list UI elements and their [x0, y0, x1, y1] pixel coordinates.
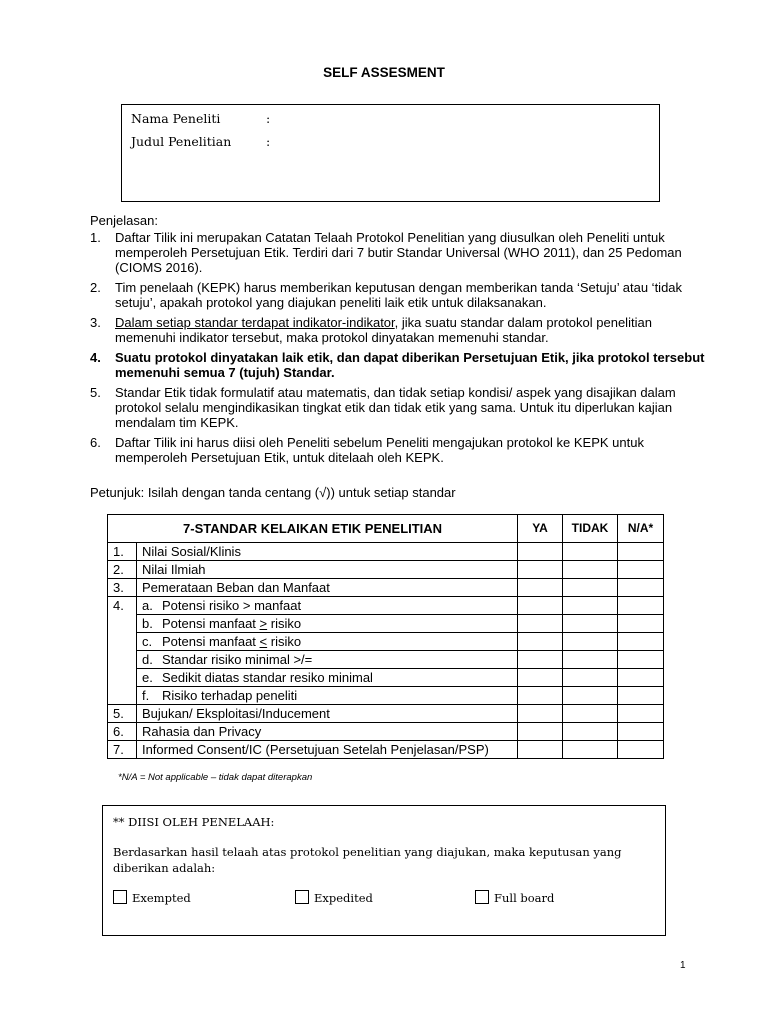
row-number: 7.: [108, 741, 137, 759]
check-cell-ya[interactable]: [518, 633, 563, 651]
row-text: Bujukan/ Eksploitasi/Inducement: [136, 705, 517, 723]
table-row: [108, 723, 664, 741]
row-number: 4.: [108, 597, 137, 705]
table-header-standard: 7-STANDAR KELAIKAN ETIK PENELITIAN: [108, 515, 518, 543]
reviewer-heading: ** DIISI OLEH PENELAAH:: [113, 815, 275, 829]
explanation-list: [90, 230, 710, 465]
page-number: 1: [680, 960, 686, 971]
row-text: [136, 669, 517, 687]
check-cell-na[interactable]: [618, 669, 664, 687]
checkbox-icon[interactable]: [295, 890, 309, 904]
page-title: SELF ASSESMENT: [323, 65, 445, 80]
identity-colon: :: [266, 134, 271, 149]
check-cell-na[interactable]: [618, 741, 664, 759]
item-text: Standar Etik tidak formulatif atau matematis, dan tidak setiap kondisi/ aspek yang disajikan dalam protokol selalu mengindikasikan tingkat etik dan tidak etik yang sama. Untuk itu diperlukan kajian mendalam tim KEPK.: [115, 385, 676, 430]
check-cell-ya[interactable]: [518, 669, 563, 687]
check-cell-ya[interactable]: [518, 741, 563, 759]
option-expedited[interactable]: [295, 890, 373, 905]
reviewer-box: [102, 805, 666, 936]
explanation-item: [90, 280, 710, 310]
table-row: [108, 615, 664, 633]
standards-table: [107, 514, 664, 759]
row-number: 6.: [108, 723, 137, 741]
row-text: Nilai Ilmiah: [136, 561, 517, 579]
sub-symbol: <: [259, 634, 268, 649]
check-cell-na[interactable]: [618, 597, 664, 615]
option-label: Exempted: [132, 891, 191, 905]
check-cell-ya[interactable]: [518, 705, 563, 723]
check-cell-na[interactable]: [618, 543, 664, 561]
check-cell-tidak[interactable]: [563, 651, 618, 669]
explanation-item: [90, 435, 710, 465]
row-number: 2.: [108, 561, 137, 579]
check-cell-ya[interactable]: [518, 651, 563, 669]
table-row: [108, 651, 664, 669]
item-number: 5.: [90, 385, 101, 400]
sub-text: Risiko terhadap peneliti: [161, 688, 298, 703]
check-cell-tidak[interactable]: [563, 723, 618, 741]
table-row: [108, 543, 664, 561]
check-cell-na[interactable]: [618, 723, 664, 741]
instruction-text: Petunjuk: Isilah dengan tanda centang (√)) untuk setiap standar: [90, 485, 456, 500]
check-cell-na[interactable]: [618, 705, 664, 723]
table-header-na: N/A*: [618, 515, 664, 543]
row-text: [136, 651, 517, 669]
option-exempted[interactable]: [113, 890, 191, 905]
sub-text: risiko: [267, 634, 302, 649]
check-cell-na[interactable]: [618, 687, 664, 705]
sub-letter: a.: [141, 598, 153, 613]
table-row: [108, 561, 664, 579]
check-cell-ya[interactable]: [518, 579, 563, 597]
row-text: Rahasia dan Privacy: [136, 723, 517, 741]
table-footnote: *N/A = Not applicable – tidak dapat diterapkan: [118, 772, 313, 783]
explanation-item: [90, 315, 710, 345]
check-cell-tidak[interactable]: [563, 705, 618, 723]
item-text-underlined: Dalam setiap standar terdapat indikator-indikator: [115, 315, 395, 330]
check-cell-tidak[interactable]: [563, 543, 618, 561]
check-cell-ya[interactable]: [518, 543, 563, 561]
row-text: [136, 687, 517, 705]
check-cell-tidak[interactable]: [563, 579, 618, 597]
item-number: 4.: [90, 350, 101, 365]
check-cell-na[interactable]: [618, 615, 664, 633]
table-header-tidak: TIDAK: [563, 515, 618, 543]
sub-symbol: >: [259, 616, 268, 631]
item-text: Daftar Tilik ini harus diisi oleh Peneliti sebelum Peneliti mengajukan protokol ke KEPK untuk memperoleh Persetujuan Etik, untuk ditelaah oleh KEPK.: [115, 435, 644, 465]
check-cell-tidak[interactable]: [563, 615, 618, 633]
sub-text: Sedikit diatas standar resiko minimal: [161, 670, 373, 685]
research-title-label: Judul Penelitian: [131, 134, 232, 149]
item-number: 6.: [90, 435, 101, 450]
row-text: Informed Consent/IC (Persetujuan Setelah Penjelasan/PSP): [136, 741, 517, 759]
row-text: [136, 615, 517, 633]
checkbox-icon[interactable]: [113, 890, 127, 904]
researcher-name-label: Nama Peneliti: [131, 111, 221, 126]
explanation-section: [90, 213, 710, 470]
check-cell-ya[interactable]: [518, 723, 563, 741]
identity-colon: :: [266, 111, 271, 126]
check-cell-ya[interactable]: [518, 561, 563, 579]
reviewer-text: Berdasarkan hasil telaah atas protokol penelitian yang diajukan, maka keputusan yang diberikan adalah:: [113, 845, 622, 875]
sub-letter: c.: [141, 634, 153, 649]
sub-letter: d.: [141, 652, 153, 667]
explanation-heading: Penjelasan:: [90, 213, 158, 228]
table-header-row: [108, 515, 664, 543]
explanation-item: [90, 350, 710, 380]
table-row: [108, 633, 664, 651]
table-row: [108, 687, 664, 705]
sub-letter: f.: [141, 688, 150, 703]
row-number: 3.: [108, 579, 137, 597]
sub-letter: b.: [141, 616, 153, 631]
sub-text: risiko: [267, 616, 302, 631]
sub-text: Standar risiko minimal >/=: [161, 652, 313, 667]
table-row: [108, 579, 664, 597]
option-label: Expedited: [314, 891, 373, 905]
row-text: Pemerataan Beban dan Manfaat: [136, 579, 517, 597]
table-row: [108, 705, 664, 723]
check-cell-tidak[interactable]: [563, 687, 618, 705]
check-cell-na[interactable]: [618, 579, 664, 597]
option-full-board[interactable]: [475, 890, 554, 905]
check-cell-tidak[interactable]: [563, 561, 618, 579]
row-number: 5.: [108, 705, 137, 723]
item-number: 3.: [90, 315, 101, 330]
item-text: Daftar Tilik ini merupakan Catatan Telaah Protokol Penelitian yang diusulkan oleh Peneliti untuk memperoleh Persetujuan Etik. Terdiri dari 7 butir Standar Universal (WHO 2011), dan 25 Pedoman (CIOMS 2016).: [115, 230, 682, 275]
table-row: [108, 741, 664, 759]
sub-text: Potensi risiko > manfaat: [161, 598, 302, 613]
check-cell-tidak[interactable]: [563, 633, 618, 651]
check-cell-ya[interactable]: [518, 597, 563, 615]
option-label: Full board: [494, 891, 555, 905]
item-text: , jika suatu standar dalam protokol penelitian memenuhi indikator tersebut, maka protokol dinyatakan memenuhi standar.: [115, 315, 652, 345]
item-number: 1.: [90, 230, 101, 245]
check-cell-ya[interactable]: [518, 615, 563, 633]
item-text: Tim penelaah (KEPK) harus memberikan keputusan dengan memberikan tanda ‘Setuju’ atau ‘tidak setuju’, apakah protokol yang diajukan peneliti laik etik untuk dilaksanakan.: [115, 280, 683, 310]
row-text: Nilai Sosial/Klinis: [136, 543, 517, 561]
checkbox-icon[interactable]: [475, 890, 489, 904]
item-number: 2.: [90, 280, 101, 295]
sub-text: Potensi manfaat: [161, 634, 260, 649]
table-row: [108, 597, 664, 615]
identity-box: [121, 104, 660, 202]
check-cell-na[interactable]: [618, 561, 664, 579]
row-text: [136, 597, 517, 615]
check-cell-na[interactable]: [618, 633, 664, 651]
check-cell-tidak[interactable]: [563, 741, 618, 759]
identity-row-name: [131, 111, 270, 126]
check-cell-na[interactable]: [618, 651, 664, 669]
identity-row-title: [131, 134, 270, 149]
table-row: [108, 669, 664, 687]
item-text: Suatu protokol dinyatakan laik etik, dan dapat diberikan Persetujuan Etik, jika protokol tersebut memenuhi semua 7 (tujuh) Standar.: [115, 350, 705, 380]
explanation-item: [90, 230, 710, 275]
sub-letter: e.: [141, 670, 153, 685]
sub-text: Potensi manfaat: [161, 616, 260, 631]
check-cell-tidak[interactable]: [563, 597, 618, 615]
row-text: [136, 633, 517, 651]
explanation-item: [90, 385, 710, 430]
table-header-ya: YA: [518, 515, 563, 543]
check-cell-ya[interactable]: [518, 687, 563, 705]
check-cell-tidak[interactable]: [563, 669, 618, 687]
row-number: 1.: [108, 543, 137, 561]
